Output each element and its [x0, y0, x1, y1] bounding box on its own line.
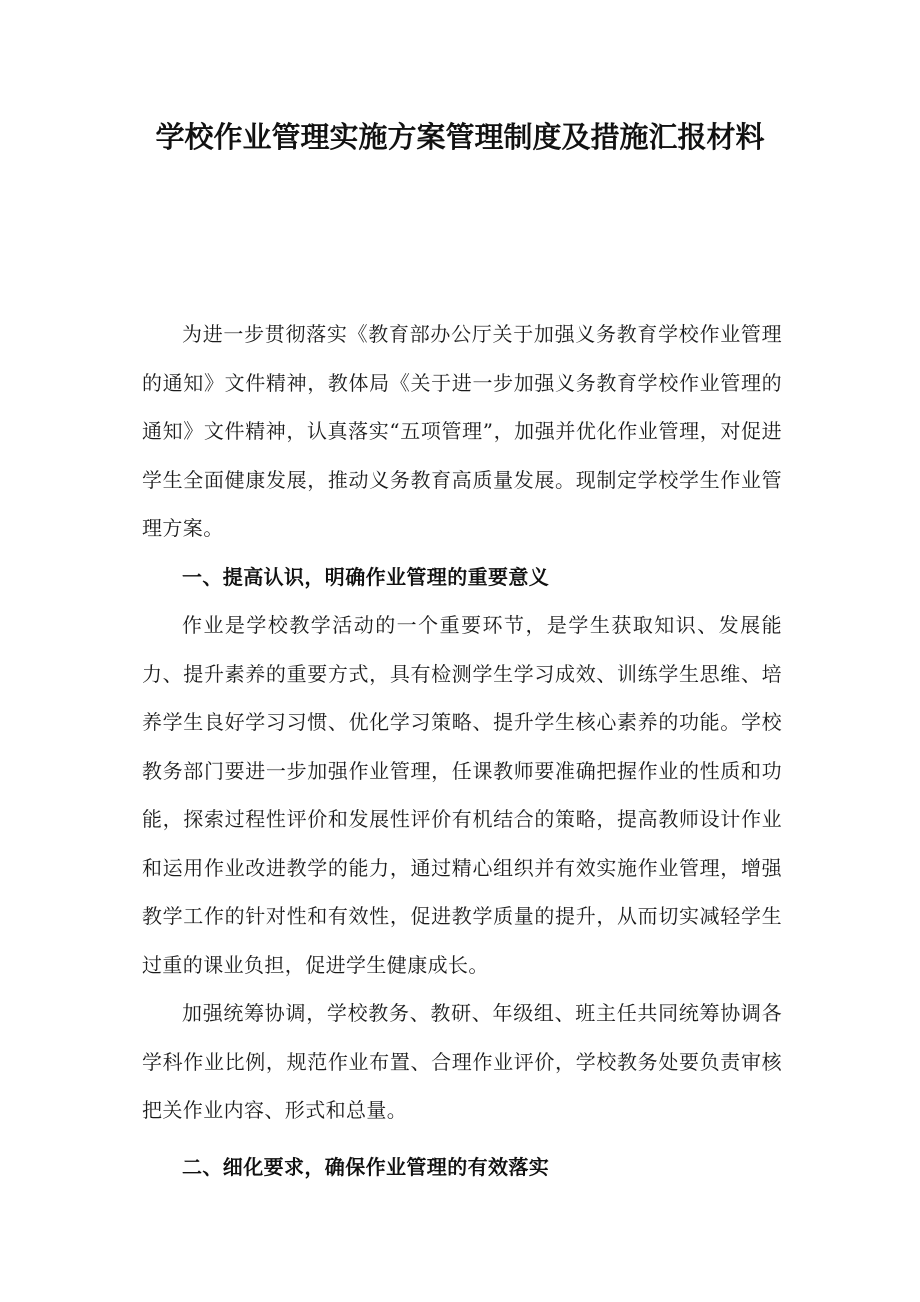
section-heading-1: 一、提高认识，明确作业管理的重要意义 [182, 564, 550, 589]
section-1-paragraph-2: 加强统筹协调，学校教务、教研、年级组、班主任共同统筹协调各学科作业比例，规范作业布置、合理作业评价，学校教务处要负责审核把关作业内容、形式和总量。 [142, 1001, 782, 1122]
document-title: 学校作业管理实施方案管理制度及措施汇报材料 [155, 120, 765, 154]
intro-paragraph: 为进一步贯彻落实《教育部办公厅关于加强义务教育学校作业管理的通知》文件精神，教体局《关于进一步加强义务教育学校作业管理的通知》文件精神，认真落实“五项管理”，加强并优化作业管理，对促进学生全面健康发展，推动义务教育高质量发展。现制定学校学生作业管理方案。 [142, 322, 782, 540]
document-body [142, 310, 782, 1191]
section-1-paragraph-1: 作业是学校教学活动的一个重要环节，是学生获取知识、发展能力、提升素养的重要方式，具有检测学生学习成效、训练学生思维、培养学生良好学习习惯、优化学习策略、提升学生核心素养的功能。学校教务部门要进一步加强作业管理，任课教师要准确把握作业的性质和功能，探索过程性评价和发展性评价有机结合的策略，提高教师设计作业和运用作业改进教学的能力，通过精心组织并有效实施作业管理，增强教学工作的针对性和有效性，促进教学质量的提升，从而切实减轻学生过重的课业负担，促进学生健康成长。 [142, 613, 782, 977]
section-heading-2: 二、细化要求，确保作业管理的有效落实 [182, 1154, 550, 1179]
